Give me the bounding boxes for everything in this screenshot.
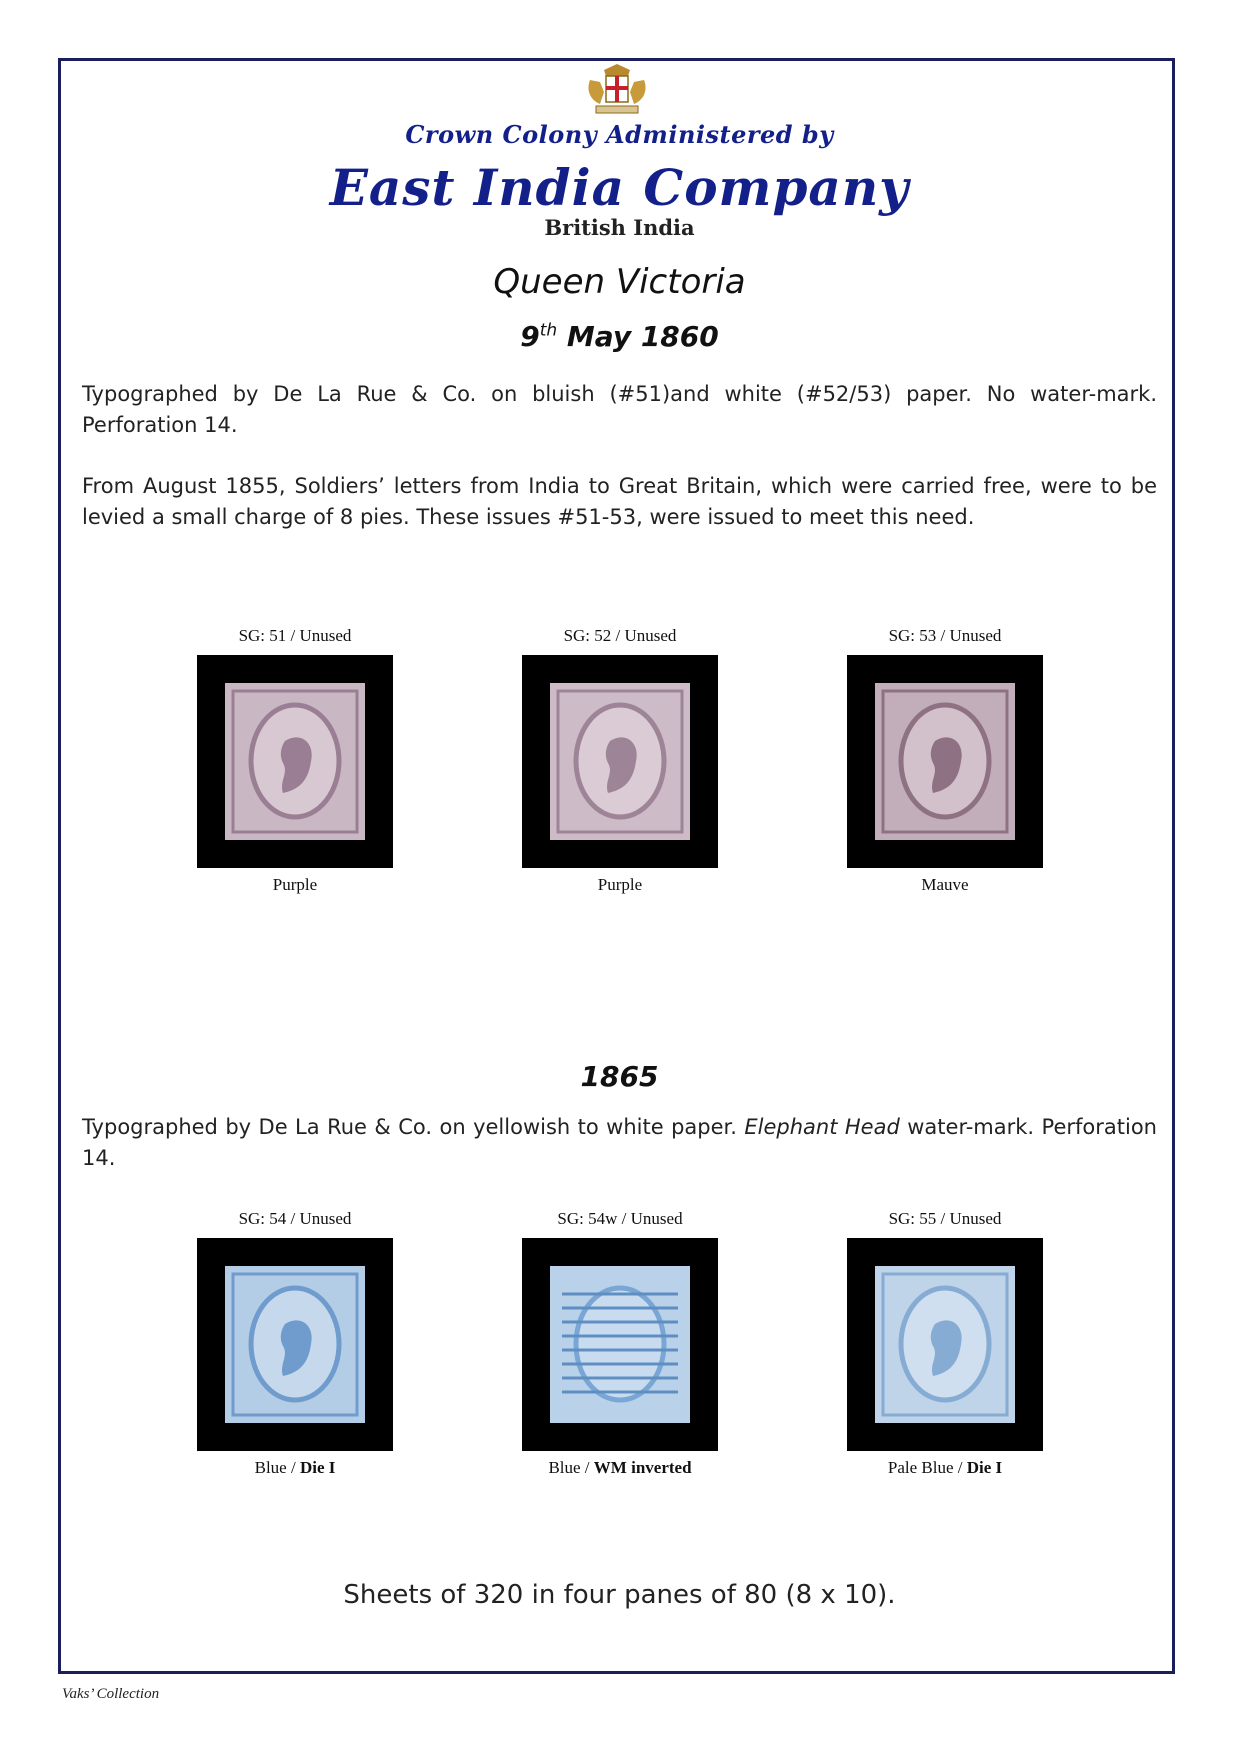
collection-label: Vaks’ Collection [62,1686,160,1702]
stamp-color-name: Pale Blue / [887,1458,967,1477]
page-title: Queen Victoria [493,262,746,302]
header-country: British India [544,215,695,240]
stamp-mount [522,1238,718,1451]
history-paragraph-1860: From August 1855, Soldiers’ letters from India to Great Britain, which were carried free, were to be levied a small charge of 8 pies. These issues #51-53, were issued to meet this need. [82,474,1157,529]
header-company-name: East India Company [329,158,910,217]
stamp-sg51 [197,625,393,896]
issue-year-1865: 1865 [580,1060,659,1093]
stamp-mount [522,655,718,868]
stamp-caption: SG: 51 / Unused [238,626,352,645]
stamp-mount [197,1238,393,1451]
stamp-color-name: Mauve [921,875,969,894]
stamp-sg52 [522,625,718,896]
stamp-mount [847,655,1043,868]
stamp-sg54w [522,1208,718,1479]
east-india-company-crest-icon [582,62,652,120]
issue-date-1860 [0,320,1239,353]
stamp-color-name: Purple [597,875,643,894]
stamp-detail: WM inverted [593,1458,692,1477]
stamp-color-name: Blue / [254,1458,300,1477]
queen-victoria-stamp-icon [223,1264,367,1425]
para-text: water-mark. Perforation 14. [82,1115,1157,1170]
stamp-caption: SG: 54w / Unused [557,1209,683,1228]
date-rest: May 1860 [566,320,719,353]
queen-victoria-stamp-icon [873,681,1017,842]
stamp-color [522,874,718,896]
queen-victoria-stamp-icon [873,1264,1017,1425]
stamp-sg54 [197,1208,393,1479]
header-subtitle: Crown Colony Administered by [405,120,834,149]
date-day: 9 [520,320,540,353]
stamp-caption: SG: 55 / Unused [888,1209,1002,1228]
stamp-color-name: Purple [272,875,318,894]
stamp-mount [847,1238,1043,1451]
description-paragraph-1865 [82,1112,1157,1174]
stamp-sg53 [847,625,1043,896]
stamp-caption: SG: 53 / Unused [888,626,1002,645]
para-text: Typographed by De La Rue & Co. on yellowish to white paper. [82,1115,745,1139]
date-suffix: th [539,320,558,341]
cancelled-stamp-icon [548,1264,692,1425]
stamp-color [847,874,1043,896]
stamp-caption: SG: 52 / Unused [563,626,677,645]
watermark-name: Elephant Head [744,1115,900,1139]
stamp-detail: Die I [299,1458,336,1477]
stamp-color [197,874,393,896]
stamp-detail: Die I [966,1458,1003,1477]
queen-victoria-stamp-icon [223,681,367,842]
stamp-color [197,1457,393,1479]
stamp-color [847,1457,1043,1479]
stamp-sg55 [847,1208,1043,1479]
queen-victoria-stamp-icon [548,681,692,842]
sheet-info: Sheets of 320 in four panes of 80 (8 x 10). [343,1580,896,1610]
description-paragraph-1860: Typographed by De La Rue & Co. on bluish (#51)and white (#52/53) paper. No water-mark. Perforation 14. [82,382,1157,437]
stamp-color-name: Blue / [548,1458,594,1477]
stamp-caption: SG: 54 / Unused [238,1209,352,1228]
stamp-color [522,1457,718,1479]
stamp-mount [197,655,393,868]
